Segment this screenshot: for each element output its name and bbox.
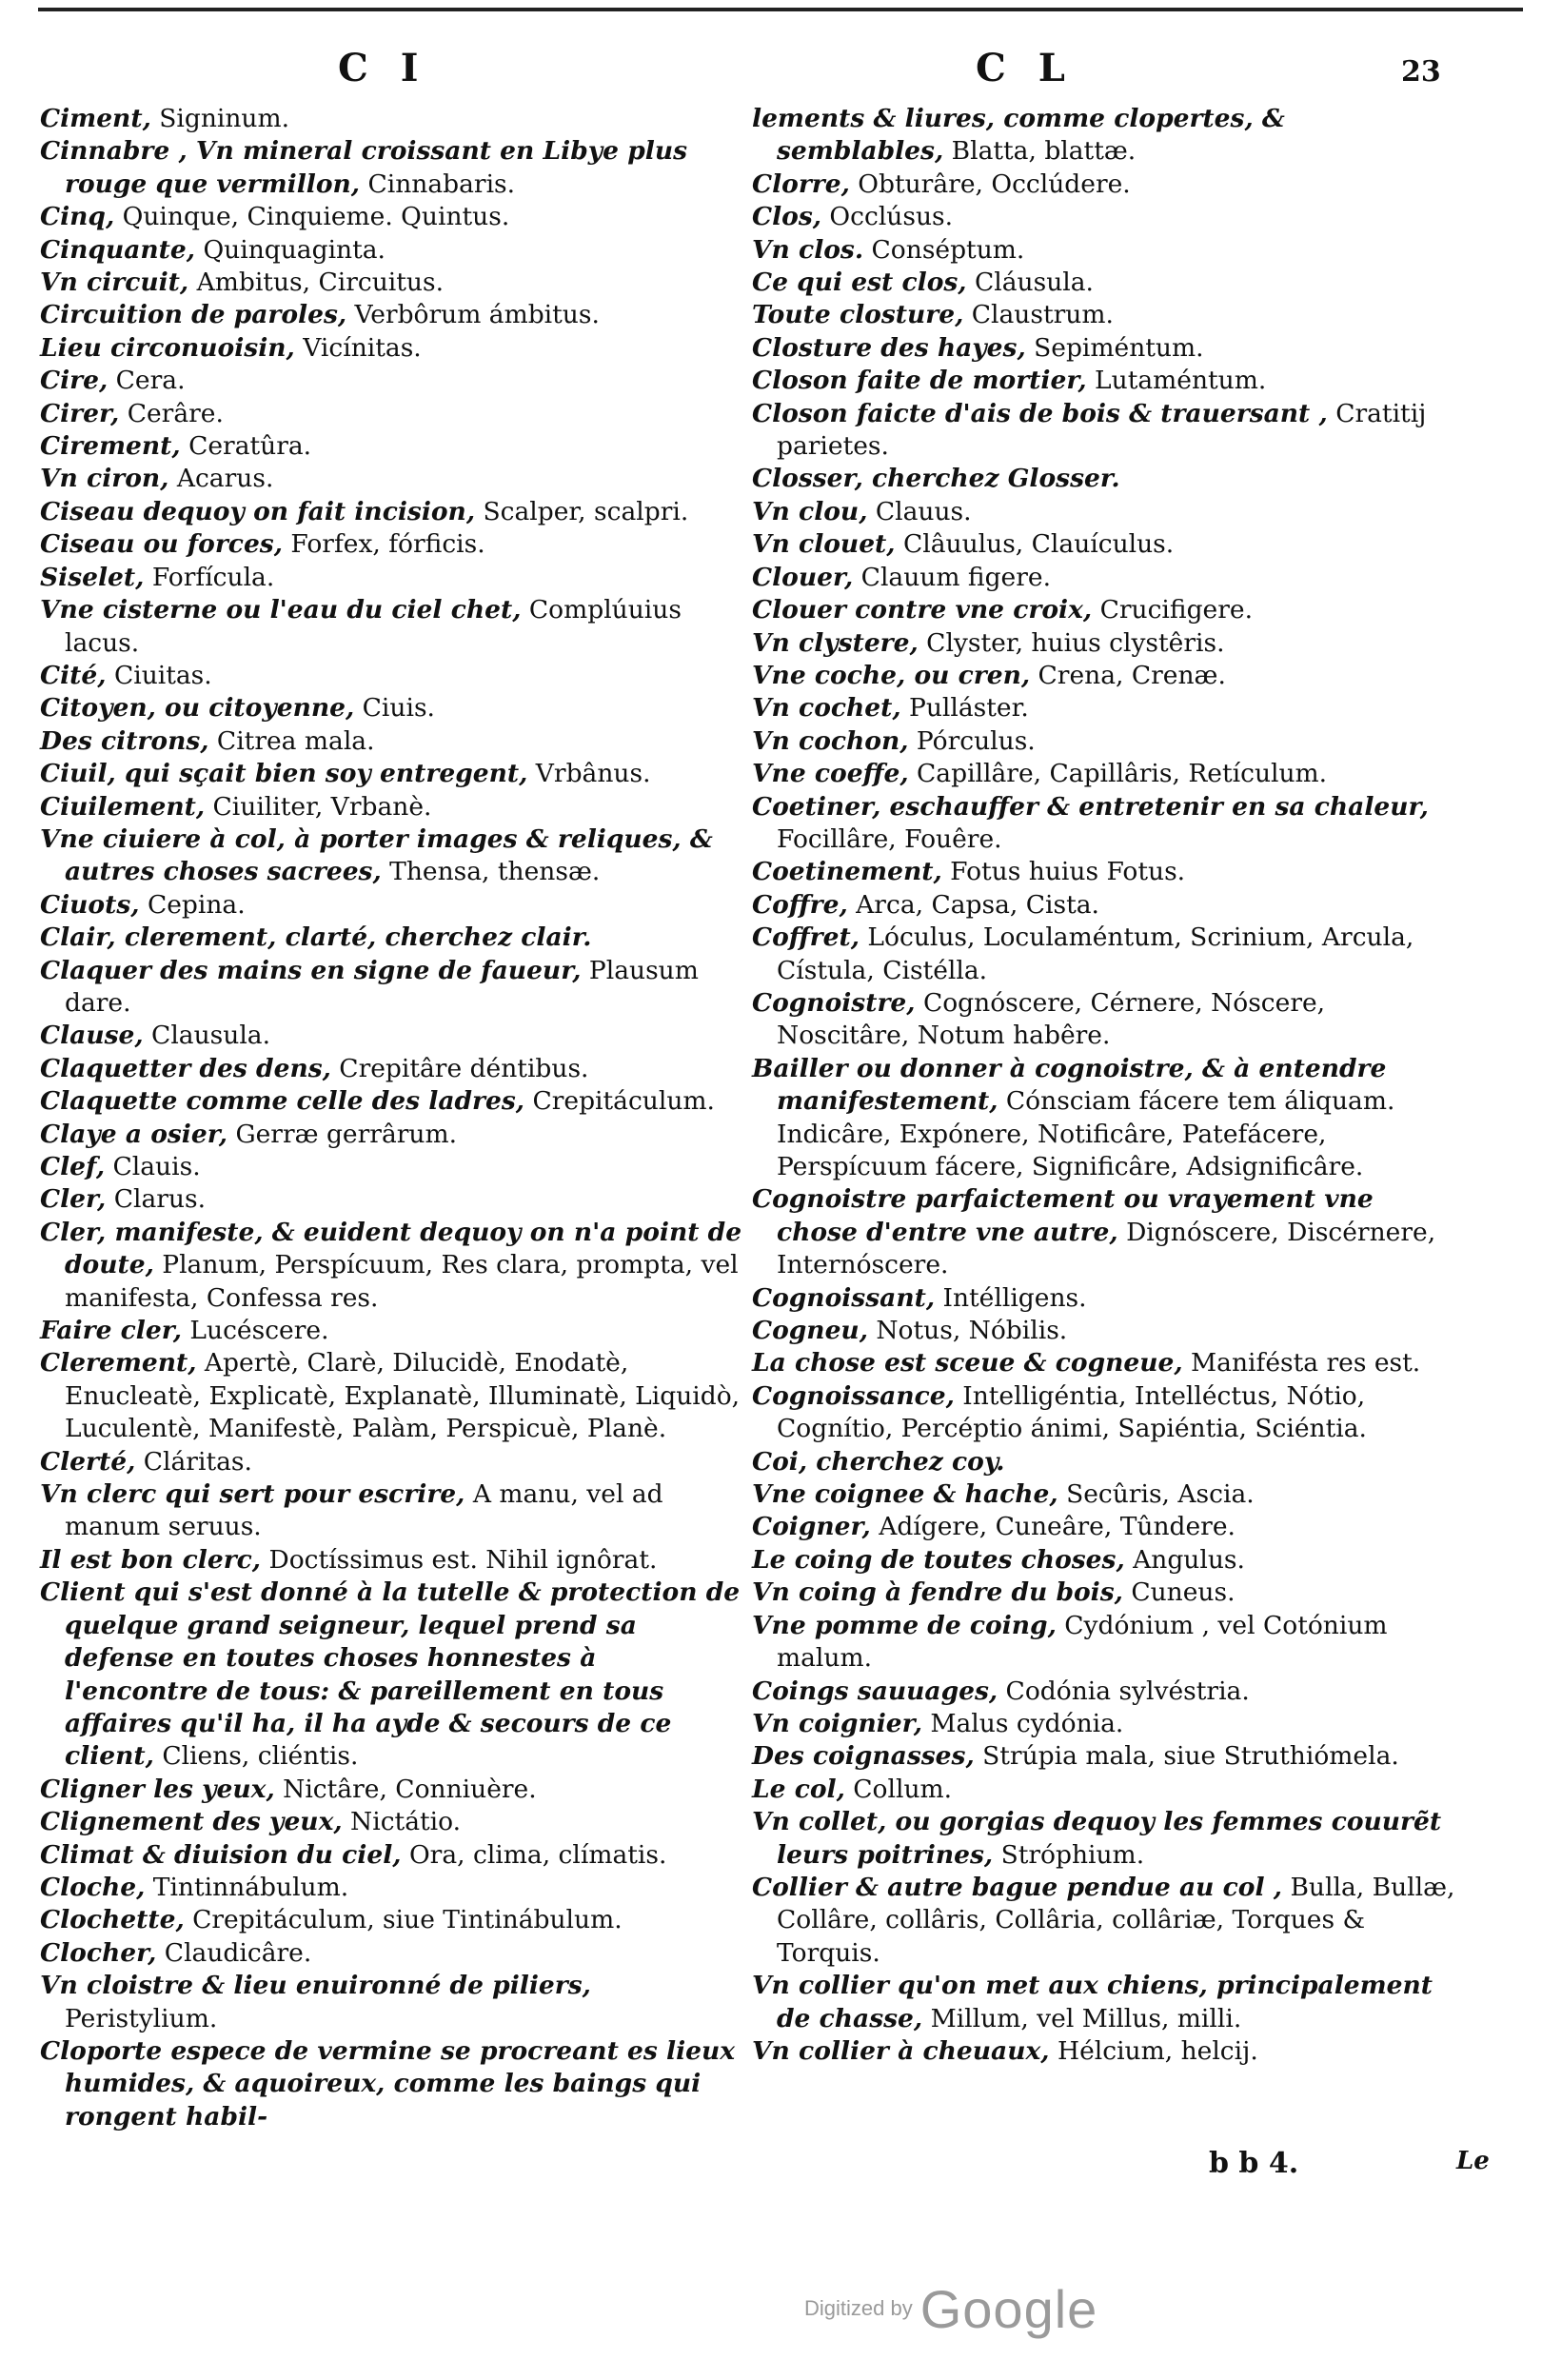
- latin-equivalent: Tintinnábulum.: [152, 1872, 349, 1902]
- dictionary-entry: [752, 922, 1456, 987]
- french-headword: Siselet,: [40, 562, 145, 592]
- latin-equivalent: Cepina.: [147, 889, 246, 920]
- latin-equivalent: Dignóscere, Discérnere, Internóscere.: [777, 1217, 1436, 1280]
- dictionary-entry: [40, 1119, 744, 1151]
- dictionary-entry: [40, 1904, 744, 1936]
- latin-equivalent: Lóculus, Loculaméntum, Scrinium, Arcula, Cístula, Cistélla.: [777, 922, 1414, 985]
- latin-equivalent: Obturâre, Occlúdere.: [858, 169, 1131, 199]
- latin-equivalent: Stróphium.: [1000, 1839, 1145, 1870]
- dictionary-entry: [40, 889, 744, 922]
- french-headword: Collier & autre bague pendue au col ,: [752, 1872, 1283, 1902]
- latin-equivalent: Apertè, Clarè, Dilucidè, Enodatè, Enucleatè, Explicatè, Explanatè, Illuminatè, Liquidò, Luculentè, Manifestè, Palàm, Perspicuè, Planè.: [65, 1348, 741, 1444]
- french-headword: Cognoissant,: [752, 1282, 936, 1313]
- latin-equivalent: Cerâre.: [127, 398, 224, 428]
- latin-equivalent: Cuneus.: [1131, 1577, 1236, 1608]
- latin-equivalent: Ciuitas.: [113, 660, 212, 690]
- signature-mark: b b 4.: [1209, 2147, 1299, 2180]
- french-headword: Ciuots,: [40, 889, 140, 920]
- french-headword: Circuition de paroles,: [40, 300, 347, 330]
- dictionary-entry: [752, 1347, 1456, 1379]
- french-headword: Clochette,: [40, 1905, 185, 1935]
- dictionary-entry: [752, 1610, 1456, 1676]
- latin-equivalent: Secûris, Ascia.: [1066, 1479, 1255, 1510]
- latin-equivalent: Arca, Capsa, Cista.: [856, 889, 1099, 920]
- french-headword: Clerté,: [40, 1446, 136, 1477]
- dictionary-entry: [752, 528, 1456, 561]
- dictionary-entry: [40, 103, 744, 135]
- latin-equivalent: Forfex, fórficis.: [290, 529, 485, 560]
- french-headword: Cirement,: [40, 431, 181, 462]
- latin-equivalent: Ambitus, Circuitus.: [196, 268, 445, 298]
- french-headword: Coetiner, eschauffer & entretenir en sa chaleur,: [752, 791, 1429, 822]
- french-headword: Cler,: [40, 1184, 107, 1215]
- latin-equivalent: Clauus.: [875, 496, 972, 526]
- french-headword: Closon faicte d'ais de bois & trauersant ,: [752, 398, 1328, 428]
- dictionary-entry: [40, 1217, 744, 1315]
- dictionary-entry: [40, 430, 744, 463]
- french-headword: Claquer des mains en signe de faueur,: [40, 955, 582, 985]
- dictionary-entry: [40, 1053, 744, 1085]
- latin-equivalent: Complúuius lacus.: [65, 595, 682, 658]
- latin-equivalent: Claudicâre.: [164, 1937, 312, 1968]
- dictionary-entry: [40, 1151, 744, 1183]
- dictionary-entry: [752, 1872, 1456, 1970]
- french-headword: Vn clos.: [752, 234, 864, 265]
- french-headword: Toute closture,: [752, 300, 964, 330]
- french-headword: Vne coeffe,: [752, 759, 909, 789]
- latin-equivalent: Cónsciam fácere tem áliquam. Indicâre, Expónere, Notificâre, Patefácere, Perspícuum fácere, Significâre, Adsignificâre.: [777, 1086, 1395, 1181]
- dictionary-entry: [40, 528, 744, 561]
- dictionary-entry: [40, 922, 744, 954]
- french-headword: Cinnabre , Vn mineral croissant en Libye plus rouge que vermillon,: [40, 136, 688, 199]
- french-headword: Clocher,: [40, 1937, 157, 1968]
- french-headword: Clignement des yeux,: [40, 1807, 343, 1837]
- latin-equivalent: Codónia sylvéstria.: [1005, 1676, 1250, 1706]
- dictionary-entry: [40, 791, 744, 823]
- french-headword: Vn cochon,: [752, 725, 909, 756]
- french-headword: Client qui s'est donné à la tutelle & protection de quelque grand seigneur, lequel prend sa defense en toutes choses honnestes à l'encontre de tous: & pareillement en tous affaires qu'il ha, il ha ayde & secours de ce client,: [40, 1577, 741, 1772]
- latin-equivalent: Cera.: [115, 366, 186, 396]
- french-headword: Clouer,: [752, 562, 854, 592]
- dictionary-entry: [40, 234, 744, 267]
- dictionary-entry: [40, 1774, 744, 1806]
- dictionary-entry: [752, 594, 1456, 626]
- latin-equivalent: Clyster, huius clystêris.: [926, 627, 1225, 658]
- dictionary-entry: [752, 856, 1456, 888]
- dictionary-entry: [40, 1446, 744, 1478]
- french-headword: Cogneu,: [752, 1316, 868, 1346]
- dictionary-entry: [752, 365, 1456, 397]
- latin-equivalent: Clauum figere.: [860, 562, 1052, 592]
- french-headword: Vn ciron,: [40, 464, 169, 494]
- latin-equivalent: Clausula.: [151, 1021, 271, 1051]
- dictionary-entry: [752, 1740, 1456, 1773]
- french-headword: Claquetter des dens,: [40, 1053, 331, 1083]
- french-headword: Closon faite de mortier,: [752, 366, 1087, 396]
- latin-equivalent: Crepitáculum, siue Tintinábulum.: [192, 1905, 623, 1935]
- latin-equivalent: Nictâre, Conniuère.: [283, 1774, 537, 1804]
- dictionary-entry: [40, 1085, 744, 1118]
- latin-equivalent: Lutaméntum.: [1095, 366, 1267, 396]
- french-headword: Clause,: [40, 1021, 144, 1051]
- french-headword: Coi, cherchez coy.: [752, 1446, 1005, 1477]
- dictionary-entry: [40, 332, 744, 365]
- french-headword: Vn clerc qui sert pour escrire,: [40, 1479, 465, 1510]
- french-headword: Coetinement,: [752, 857, 942, 887]
- dictionary-entry: [752, 267, 1456, 299]
- dictionary-entry: [752, 660, 1456, 692]
- latin-equivalent: Ciuiliter, Vrbanè.: [212, 791, 432, 822]
- left-column-header: C I: [338, 46, 428, 90]
- french-headword: Clair, clerement, clarté, cherchez clair.: [40, 922, 592, 953]
- latin-equivalent: Strúpia mala, siue Struthiómela.: [982, 1741, 1399, 1772]
- french-headword: Ciseau ou forces,: [40, 529, 283, 560]
- french-headword: Le coing de toutes choses,: [752, 1544, 1125, 1575]
- dictionary-entry: [752, 889, 1456, 922]
- dictionary-entry: [752, 1970, 1456, 2035]
- dictionary-entry: [40, 823, 744, 889]
- latin-equivalent: Gerræ gerrârum.: [235, 1119, 458, 1149]
- latin-equivalent: Nictátio.: [350, 1807, 462, 1837]
- latin-equivalent: Crepitâre déntibus.: [339, 1053, 589, 1083]
- latin-equivalent: Quinquaginta.: [203, 234, 386, 265]
- latin-equivalent: Signinum.: [159, 104, 290, 133]
- dictionary-entry: [40, 758, 744, 790]
- latin-equivalent: Thensa, thensæ.: [389, 857, 601, 887]
- dictionary-entry: [752, 398, 1456, 464]
- latin-equivalent: Intelligéntia, Intelléctus, Nótio, Cognítio, Percéptio ánimi, Sapiéntia, Sciéntia.: [777, 1380, 1367, 1444]
- dictionary-entry: [752, 1511, 1456, 1543]
- latin-equivalent: Pórculus.: [916, 725, 1036, 756]
- latin-equivalent: Conséptum.: [871, 234, 1025, 265]
- latin-equivalent: Clarus.: [113, 1184, 207, 1215]
- latin-equivalent: A manu, vel ad manum seruus.: [65, 1479, 663, 1542]
- top-rule: [38, 0, 1523, 11]
- dictionary-entry: [752, 791, 1456, 857]
- latin-equivalent: Cláusula.: [974, 268, 1094, 298]
- latin-equivalent: Cratitij parietes.: [777, 398, 1427, 462]
- latin-equivalent: Ceratûra.: [188, 431, 312, 462]
- dictionary-entry: [40, 1970, 744, 2035]
- dictionary-entry: [752, 1806, 1456, 1872]
- dictionary-entry: [752, 2035, 1456, 2068]
- google-logo: Google: [919, 2278, 1098, 2339]
- dictionary-entry: [40, 692, 744, 724]
- latin-equivalent: Collum.: [853, 1774, 953, 1804]
- latin-equivalent: Ora, clima, clímatis.: [408, 1839, 667, 1870]
- french-headword: Clef,: [40, 1152, 106, 1181]
- french-headword: Ciment,: [40, 104, 151, 133]
- latin-equivalent: Crena, Crenæ.: [1038, 660, 1226, 690]
- latin-equivalent: Planum, Perspícuum, Res clara, prompta, vel manifesta, Confessa res.: [65, 1250, 739, 1313]
- latin-equivalent: Scalper, scalpri.: [483, 496, 689, 526]
- french-headword: Vn clouet,: [752, 529, 896, 560]
- dictionary-entry: [752, 201, 1456, 233]
- dictionary-entry: [40, 135, 744, 201]
- latin-equivalent: Occlúsus.: [829, 202, 954, 232]
- french-headword: Vn collier à cheuaux,: [752, 2035, 1050, 2066]
- dictionary-entry: [752, 627, 1456, 660]
- dictionary-entry: [752, 1446, 1456, 1478]
- dictionary-entry: [40, 463, 744, 495]
- french-headword: Le col,: [752, 1774, 845, 1804]
- dictionary-entry: [40, 398, 744, 430]
- dictionary-entry: [40, 1315, 744, 1347]
- latin-equivalent: Plausum dare.: [65, 955, 699, 1018]
- dictionary-entry: [40, 1806, 744, 1838]
- french-headword: Vn cloistre & lieu enuironné de piliers,: [40, 1971, 591, 2001]
- french-headword: Climat & diuision du ciel,: [40, 1839, 402, 1870]
- french-headword: Cligner les yeux,: [40, 1774, 275, 1804]
- french-headword: Cler, manifeste, & euident dequoy on n'a point de doute,: [40, 1217, 742, 1280]
- latin-equivalent: Notus, Nóbilis.: [876, 1316, 1068, 1346]
- french-headword: Vn coing à fendre du bois,: [752, 1577, 1123, 1608]
- french-headword: Ce qui est clos,: [752, 268, 967, 298]
- latin-equivalent: Cinnabaris.: [367, 169, 516, 199]
- french-headword: Clouer contre vne croix,: [752, 595, 1093, 625]
- latin-equivalent: Citrea mala.: [216, 725, 375, 756]
- latin-equivalent: Hélcium, helcij.: [1057, 2035, 1258, 2066]
- dictionary-entry: [752, 299, 1456, 331]
- latin-equivalent: Manifésta res est.: [1191, 1348, 1421, 1378]
- dictionary-entry: [752, 1676, 1456, 1708]
- french-headword: Coffret,: [752, 922, 860, 953]
- french-headword: Clorre,: [752, 169, 850, 199]
- latin-equivalent: Verbôrum ámbitus.: [354, 300, 600, 330]
- dictionary-entry: [40, 365, 744, 397]
- latin-equivalent: Intélligens.: [942, 1282, 1087, 1313]
- dictionary-entry: [752, 1478, 1456, 1511]
- latin-equivalent: Ciuis.: [362, 693, 435, 724]
- french-headword: Ciuil, qui sçait bien soy entregent,: [40, 759, 528, 789]
- latin-equivalent: Peristylium.: [65, 2003, 218, 2033]
- french-headword: Cité,: [40, 660, 107, 690]
- dictionary-entry: [752, 1774, 1456, 1806]
- french-headword: Clos,: [752, 202, 821, 232]
- french-headword: Vn coignier,: [752, 1708, 922, 1738]
- latin-equivalent: Vrbânus.: [535, 759, 651, 789]
- french-headword: Ciuilement,: [40, 791, 206, 822]
- french-headword: Coigner,: [752, 1512, 871, 1542]
- digitized-watermark: [804, 2275, 1147, 2342]
- french-headword: Faire cler,: [40, 1316, 182, 1346]
- french-headword: Des citrons,: [40, 725, 209, 756]
- dictionary-entry: [40, 725, 744, 758]
- dictionary-entry: [40, 1577, 744, 1773]
- french-headword: Cire,: [40, 366, 109, 396]
- latin-equivalent: Pulláster.: [909, 693, 1029, 724]
- dictionary-entry: [752, 1282, 1456, 1315]
- catchword: Le: [1456, 2147, 1490, 2175]
- dictionary-entry: [40, 1183, 744, 1216]
- dictionary-entry: [40, 1020, 744, 1052]
- latin-equivalent: Acarus.: [176, 464, 274, 494]
- dictionary-entry: [752, 103, 1456, 169]
- dictionary-entry: [752, 758, 1456, 790]
- dictionary-entry: [752, 1577, 1456, 1609]
- digitized-by-text: Digitized by: [804, 2296, 913, 2320]
- latin-equivalent: Claustrum.: [971, 300, 1114, 330]
- french-headword: Closture des hayes,: [752, 332, 1026, 363]
- dictionary-entry: [40, 1347, 744, 1445]
- latin-equivalent: Quinque, Cinquieme. Quintus.: [122, 202, 510, 232]
- dictionary-entry: [752, 169, 1456, 201]
- french-headword: Cinq,: [40, 202, 115, 232]
- latin-equivalent: Focillâre, Fouêre.: [777, 823, 1002, 854]
- french-headword: lements & liures, comme clopertes, & semblables,: [752, 104, 1285, 167]
- dictionary-entry: [40, 562, 744, 594]
- latin-equivalent: Clâuulus, Clauículus.: [902, 529, 1175, 560]
- left-column: [40, 103, 744, 2133]
- french-headword: Vne ciuiere à col, à porter images & reliques, & autres choses sacrees,: [40, 823, 713, 887]
- latin-equivalent: Cláritas.: [143, 1446, 252, 1477]
- french-headword: Cognoissance,: [752, 1380, 955, 1411]
- french-headword: Closser, cherchez Glosser.: [752, 464, 1120, 494]
- french-headword: Lieu circonuoisin,: [40, 332, 295, 363]
- dictionary-entry: [40, 201, 744, 233]
- dictionary-entry: [40, 1872, 744, 1904]
- dictionary-entry: [752, 1053, 1456, 1184]
- dictionary-entry: [752, 692, 1456, 724]
- latin-equivalent: Vicínitas.: [303, 332, 422, 363]
- dictionary-entry: [40, 955, 744, 1021]
- latin-equivalent: Sepiméntum.: [1034, 332, 1204, 363]
- french-headword: Cloche,: [40, 1872, 146, 1902]
- latin-equivalent: Fotus huius Fotus.: [950, 857, 1186, 887]
- dictionary-entry: [752, 1708, 1456, 1740]
- dictionary-entry: [752, 496, 1456, 528]
- latin-equivalent: Cognóscere, Cérnere, Nóscere, Noscitâre, Notum habêre.: [777, 987, 1326, 1051]
- latin-equivalent: Clauis.: [112, 1152, 201, 1181]
- french-headword: Vn circuit,: [40, 268, 189, 298]
- dictionary-entry: [752, 332, 1456, 365]
- french-headword: Des coignasses,: [752, 1741, 975, 1772]
- french-headword: Coings sauuages,: [752, 1676, 998, 1706]
- right-column: [752, 103, 1456, 2068]
- dictionary-entry: [40, 594, 744, 660]
- dictionary-entry: [752, 562, 1456, 594]
- french-headword: Vn collet, ou gorgias dequoy les femmes couurẽt leurs poitrines,: [752, 1807, 1442, 1870]
- dictionary-entry: [40, 299, 744, 331]
- latin-equivalent: Capillâre, Capillâris, Retículum.: [917, 759, 1328, 789]
- french-headword: Cinquante,: [40, 234, 195, 265]
- french-headword: Il est bon clerc,: [40, 1544, 262, 1575]
- french-headword: Vn clou,: [752, 496, 868, 526]
- dictionary-entry: [40, 496, 744, 528]
- french-headword: Vn cochet,: [752, 693, 901, 724]
- latin-equivalent: Doctíssimus est. Nihil ignôrat.: [268, 1544, 658, 1575]
- french-headword: Citoyen, ou citoyenne,: [40, 693, 355, 724]
- dictionary-entry: [40, 267, 744, 299]
- french-headword: Claye a osier,: [40, 1119, 227, 1149]
- latin-equivalent: Lucéscere.: [189, 1316, 329, 1346]
- dictionary-entry: [752, 987, 1456, 1053]
- dictionary-entry: [40, 1544, 744, 1577]
- french-headword: Cognoistre,: [752, 987, 916, 1018]
- french-headword: Claquette comme celle des ladres,: [40, 1086, 525, 1117]
- dictionary-entry: [752, 1183, 1456, 1281]
- latin-equivalent: Crucifigere.: [1099, 595, 1254, 625]
- latin-equivalent: Blatta, blattæ.: [951, 136, 1137, 167]
- french-headword: Vne pomme de coing,: [752, 1610, 1057, 1640]
- dictionary-entry: [752, 1380, 1456, 1446]
- dictionary-entry: [40, 1478, 744, 1544]
- dictionary-entry: [752, 1544, 1456, 1577]
- page-number: 23: [1401, 55, 1441, 89]
- french-headword: Vne coche, ou cren,: [752, 660, 1031, 690]
- latin-equivalent: Forfícula.: [151, 562, 275, 592]
- latin-equivalent: Adígere, Cuneâre, Tûndere.: [879, 1512, 1236, 1542]
- french-headword: Clerement,: [40, 1348, 197, 1378]
- dictionary-entry: [752, 463, 1456, 495]
- french-headword: Vne cisterne ou l'eau du ciel chet,: [40, 595, 522, 625]
- dictionary-entry: [40, 1937, 744, 1970]
- dictionary-entry: [40, 660, 744, 692]
- french-headword: Cognoistre parfaictement ou vrayement vne chose d'entre vne autre,: [752, 1184, 1374, 1247]
- french-headword: Vn collier qu'on met aux chiens, principalement de chasse,: [752, 1971, 1433, 2033]
- dictionary-entry: [752, 234, 1456, 267]
- french-headword: Cloporte espece de vermine se procreant es lieux humides, & aquoireux, comme les baings qui rongent habil-: [40, 2035, 736, 2132]
- latin-equivalent: Millum, vel Millus, milli.: [930, 2003, 1242, 2033]
- dictionary-entry: [40, 2035, 744, 2133]
- dictionary-entry: [752, 1315, 1456, 1347]
- french-headword: Ciseau dequoy on fait incision,: [40, 496, 476, 526]
- french-headword: Bailler ou donner à cognoistre, & à entendre manifestement,: [752, 1053, 1387, 1117]
- latin-equivalent: Malus cydónia.: [930, 1708, 1124, 1738]
- dictionary-entry: [752, 725, 1456, 758]
- latin-equivalent: Bulla, Bullæ, Collâre, collâris, Collâria, collâriæ, Torques & Torquis.: [777, 1872, 1455, 1968]
- latin-equivalent: Crepitáculum.: [532, 1086, 715, 1117]
- french-headword: Coffre,: [752, 889, 848, 920]
- french-headword: Vn clystere,: [752, 627, 919, 658]
- latin-equivalent: Angulus.: [1133, 1544, 1245, 1575]
- latin-equivalent: Cydónium , vel Cotónium malum.: [777, 1610, 1388, 1674]
- french-headword: Vne coignee & hache,: [752, 1479, 1058, 1510]
- dictionary-entry: [40, 1839, 744, 1872]
- french-headword: Cirer,: [40, 398, 120, 428]
- right-column-header: C L: [976, 46, 1075, 90]
- french-headword: La chose est sceue & cogneue,: [752, 1348, 1183, 1378]
- latin-equivalent: Cliens, cliéntis.: [162, 1741, 359, 1772]
